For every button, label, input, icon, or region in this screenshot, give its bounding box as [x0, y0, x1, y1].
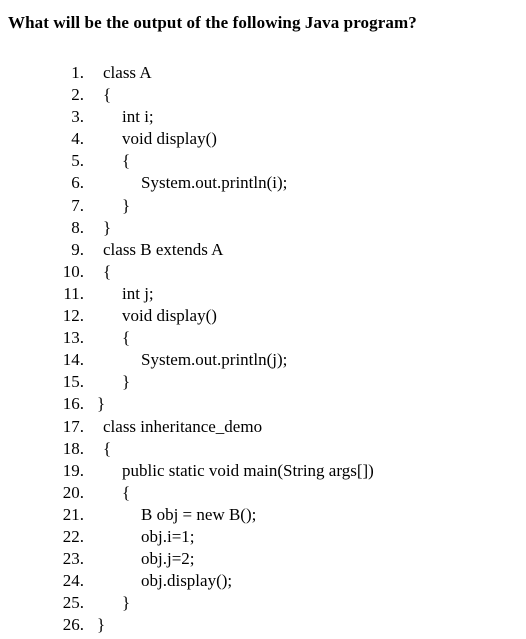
code-line	[0, 150, 526, 172]
code-line	[0, 548, 526, 570]
code-text: class inheritance_demo	[103, 416, 263, 436]
code-line	[0, 393, 526, 415]
code-text: }	[122, 593, 131, 613]
code-text: int j;	[122, 283, 154, 303]
line-number: 26.	[62, 615, 84, 635]
code-line	[0, 570, 526, 592]
line-number: 11.	[63, 283, 84, 303]
line-number: 20.	[62, 482, 84, 502]
code-text: void display()	[122, 129, 217, 149]
code-text: }	[97, 394, 106, 414]
code-text: class A	[103, 63, 152, 82]
line-number: 5.	[71, 151, 84, 171]
line-number: 3.	[71, 107, 84, 127]
line-number: 19.	[62, 460, 84, 480]
code-line	[0, 195, 526, 217]
line-number: 17.	[62, 416, 84, 436]
code-text: obj.display();	[141, 571, 233, 591]
code-text: {	[103, 438, 112, 458]
code-line	[0, 62, 526, 84]
code-text: }	[103, 217, 112, 237]
code-text: System.out.println(i);	[141, 173, 288, 193]
line-number: 7.	[71, 195, 84, 215]
code-line	[0, 504, 526, 526]
line-number: 18.	[62, 438, 84, 458]
line-number: 10.	[62, 261, 84, 281]
line-number: 6.	[71, 173, 84, 193]
code-line	[0, 592, 526, 614]
code-line	[0, 106, 526, 128]
code-text: obj.j=2;	[141, 549, 195, 569]
line-number: 4.	[71, 129, 84, 149]
code-text: {	[122, 482, 131, 502]
code-text: {	[122, 151, 131, 171]
code-line	[0, 526, 526, 548]
code-line	[0, 172, 526, 194]
code-text: class B extends A	[103, 239, 224, 259]
code-text: }	[122, 372, 131, 392]
line-number: 14.	[62, 350, 84, 370]
code-text: {	[122, 328, 131, 348]
code-text: {	[103, 85, 112, 105]
code-text: System.out.println(j);	[141, 350, 288, 370]
code-text: void display()	[122, 306, 217, 326]
question-heading: What will be the output of the following Java program?	[8, 13, 417, 32]
code-text: {	[103, 261, 112, 281]
line-number: 13.	[62, 328, 84, 348]
code-line	[0, 416, 526, 438]
code-line	[0, 128, 526, 150]
code-text: int i;	[122, 107, 154, 127]
code-text: obj.i=1;	[141, 526, 195, 546]
line-number: 24.	[62, 571, 84, 591]
code-line	[0, 371, 526, 393]
line-number: 9.	[71, 239, 84, 259]
line-number: 23.	[62, 549, 84, 569]
line-number: 16.	[62, 394, 84, 414]
line-number: 12.	[62, 306, 84, 326]
code-line	[0, 84, 526, 106]
code-line	[0, 438, 526, 460]
code-text: public static void main(String args[])	[122, 460, 374, 480]
line-number: 22.	[62, 526, 84, 546]
code-line	[0, 305, 526, 327]
code-line	[0, 261, 526, 283]
line-number: 21.	[62, 504, 84, 524]
line-number: 25.	[62, 593, 84, 613]
code-line	[0, 482, 526, 504]
line-number: 1.	[71, 63, 84, 82]
line-number: 15.	[62, 372, 84, 392]
code-line	[0, 349, 526, 371]
code-text: B obj = new B();	[141, 504, 257, 524]
line-number: 2.	[71, 85, 84, 105]
code-text: }	[122, 195, 131, 215]
code-text: }	[97, 615, 106, 635]
code-line	[0, 239, 526, 261]
code-line	[0, 283, 526, 305]
code-line	[0, 327, 526, 349]
code-line	[0, 460, 526, 482]
line-number: 8.	[71, 217, 84, 237]
code-line	[0, 614, 526, 636]
code-listing	[0, 62, 526, 636]
code-line	[0, 217, 526, 239]
